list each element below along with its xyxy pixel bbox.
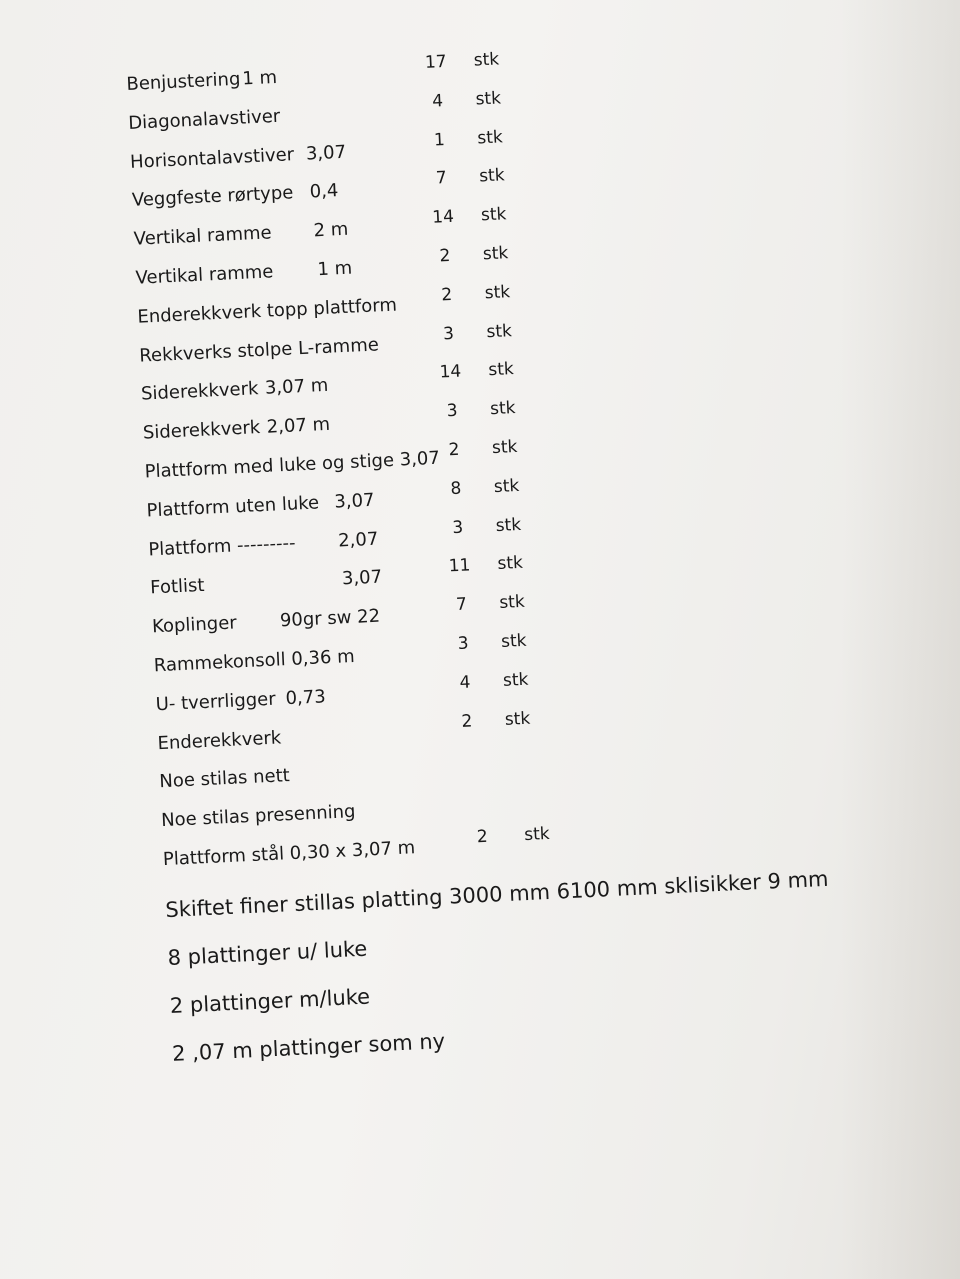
item-name: Plattform stål 0,30 x 3,07 m: [162, 837, 416, 871]
item-name: Noe stilas nett: [158, 765, 291, 793]
item-qty: 11: [448, 555, 471, 577]
item-unit: stk: [487, 359, 515, 381]
item-name: Siderekkverk: [140, 378, 259, 406]
item-name: Plattform ---------: [147, 532, 296, 561]
item-qty: 1: [433, 129, 446, 151]
item-unit: stk: [495, 514, 522, 536]
item-name: Siderekkverk: [142, 417, 261, 444]
item-name: Vertikal ramme: [133, 222, 273, 250]
item-unit: stk: [486, 320, 513, 342]
item-name: Benjustering: [126, 68, 241, 95]
item-qty: 2: [476, 826, 489, 848]
item-qty: 14: [439, 361, 462, 383]
item-unit: stk: [504, 708, 531, 730]
item-unit: stk: [498, 591, 526, 614]
item-unit: stk: [473, 49, 500, 71]
item-name: Plattform uten luke: [146, 492, 320, 522]
item-name: Enderekkverk topp plattform: [136, 294, 398, 328]
item-unit: stk: [482, 243, 509, 265]
item-name: U- tverrligger: [155, 688, 277, 716]
item-unit: stk: [476, 126, 504, 149]
item-spec: 90gr sw 22: [279, 605, 381, 632]
item-qty: 17: [424, 51, 448, 73]
item-spec: 3,07: [333, 489, 375, 513]
item-qty: 14: [431, 206, 455, 228]
item-name: Veggfeste rørtype: [131, 182, 294, 212]
note-text: Skiftet finer stillas platting 3000 mm 6100 mm sklisikker 9 mm: [164, 866, 829, 922]
item-qty: 3: [451, 517, 464, 538]
item-spec: 0,73: [285, 686, 327, 709]
item-spec: 1 m: [241, 66, 278, 90]
item-spec: 3,07: [341, 566, 383, 590]
item-qty: 4: [431, 90, 444, 112]
item-qty: 7: [435, 168, 448, 189]
item-spec: 2,07 m: [266, 413, 331, 438]
item-unit: stk: [484, 281, 511, 304]
item-qty: 4: [459, 672, 471, 693]
item-qty: 2: [448, 439, 460, 461]
item-unit: stk: [491, 436, 518, 459]
item-qty: 2: [460, 710, 473, 732]
item-qty: 2: [439, 245, 451, 267]
inventory-list: [126, 38, 933, 1089]
item-unit: stk: [475, 88, 502, 110]
item-qty: 3: [442, 323, 455, 344]
item-name: Vertikal ramme: [135, 261, 274, 289]
note-text: 8 plattinger u/ luke: [167, 936, 368, 970]
item-unit: stk: [523, 823, 551, 846]
item-name: Plattform med luke og stige 3,07: [144, 447, 441, 483]
item-spec: 3,07 m: [264, 375, 329, 400]
item-qty: 2: [440, 284, 453, 306]
item-spec: 2 m: [313, 218, 349, 242]
item-spec: 3,07: [305, 141, 347, 165]
item-unit: stk: [489, 398, 517, 420]
note-text: 2 plattinger m/luke: [169, 984, 371, 1018]
item-qty: 3: [457, 633, 470, 654]
item-name: Horisontalavstiver: [129, 143, 295, 173]
item-unit: stk: [502, 669, 529, 691]
item-unit: stk: [497, 553, 524, 575]
item-name: Enderekkverk: [157, 726, 282, 754]
item-unit: stk: [478, 165, 506, 187]
item-name: Noe stilas presenning: [160, 801, 356, 832]
item-name: Rammekonsoll 0,36 m: [153, 645, 356, 677]
item-spec: 2,07: [337, 528, 379, 552]
item-unit: stk: [480, 204, 507, 226]
item-qty: 8: [450, 478, 462, 499]
item-unit: stk: [493, 475, 520, 497]
item-qty: 7: [455, 594, 468, 616]
item-spec: 1 m: [316, 257, 353, 281]
item-qty: 3: [446, 400, 459, 422]
item-unit: stk: [500, 630, 527, 652]
item-name: Rekkverks stolpe L-ramme: [138, 333, 380, 367]
item-name: Fotlist: [149, 575, 205, 599]
item-name: Diagonalavstiver: [127, 105, 281, 134]
note-text: 2 ,07 m plattinger som ny: [171, 1028, 446, 1066]
item-name: Koplinger: [151, 612, 238, 638]
item-spec: 0,4: [309, 180, 339, 203]
